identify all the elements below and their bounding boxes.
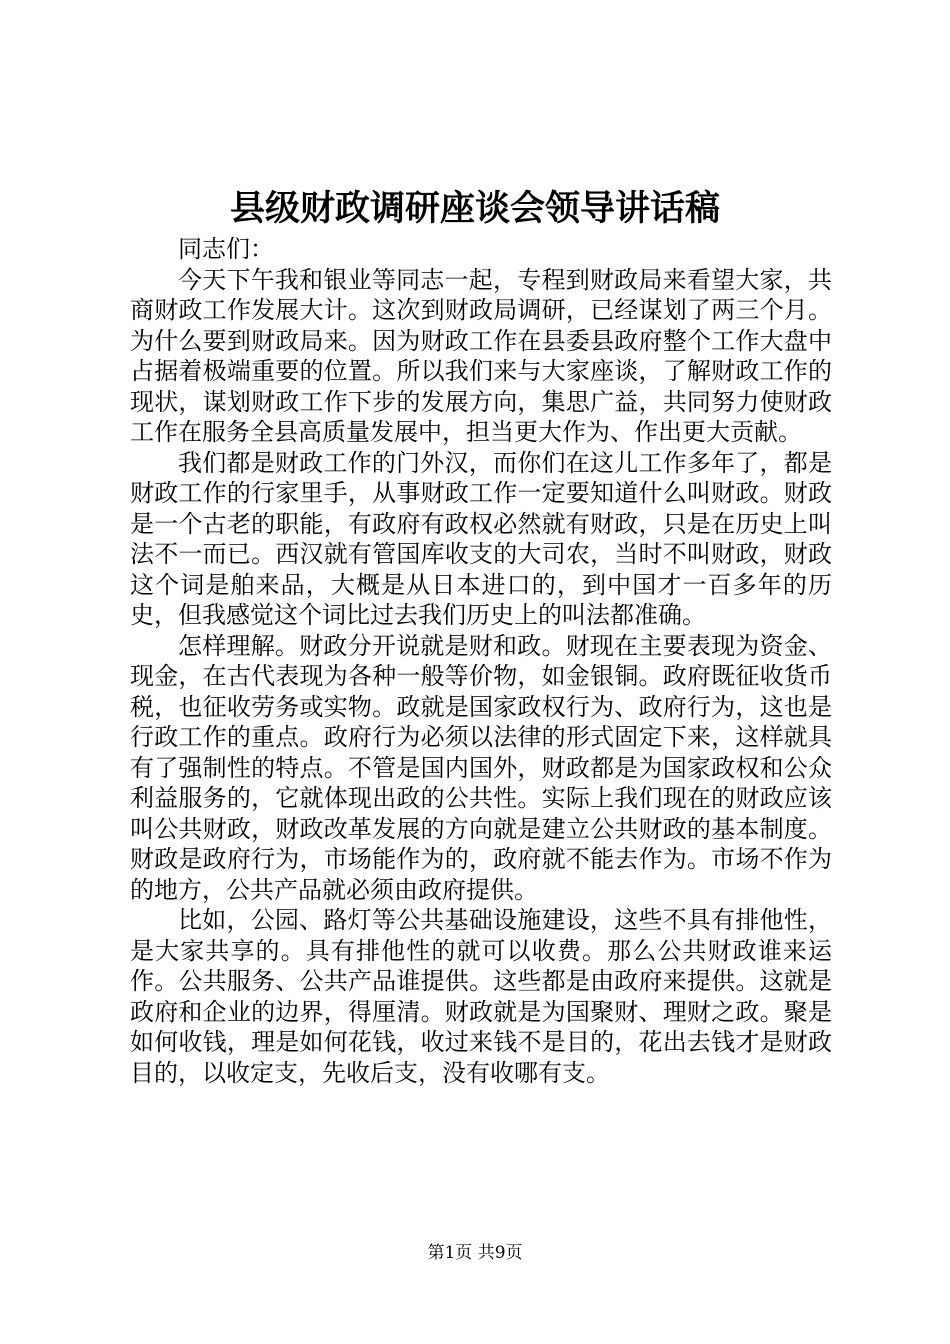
document-title: 县级财政调研座谈会领导讲话稿 xyxy=(229,188,720,229)
body-paragraph-3: 怎样理解。财政分开说就是财和政。财现在主要表现为资金、现金，在古代表现为各种一般等价物，如金银铜。政府既征收货币税，也征收劳务或实物。政就是国家政权行为、政府行为，这也是行政工作的重点。政府行为必须以法律的形式固定下来，这样就具有了强制性的特点。不管是国内国外，财政都是为国家政权和公众利益服务的，它就体现出政的公共性。实际上我们现在的财政应该叫公共财政，财政改革发展的方向就是建立公共财政的基本制度。财政是政府行为，市场能作为的，政府就不能去作为。市场不作为的地方，公共产品就必须由政府提供。 xyxy=(130,631,832,904)
page-number-footer: 第1页 共9页 xyxy=(427,1243,523,1263)
body-paragraph-1: 今天下午我和银业等同志一起，专程到财政局来看望大家，共商财政工作发展大计。这次到财政局调研，已经谋划了两三个月。为什么要到财政局来。因为财政工作在县委县政府整个工作大盘中占据着极端重要的位置。所以我们来与大家座谈，了解财政工作的现状，谋划财政工作下步的发展方向，集思广益，共同努力使财政工作在服务全县高质量发展中，担当更大作为、作出更大贡献。 xyxy=(130,265,832,446)
document-body xyxy=(130,234,832,1088)
body-paragraph-4: 比如，公园、路灯等公共基础设施建设，这些不具有排他性，是大家共享的。具有排他性的就可以收费。那么公共财政谁来运作。公共服务、公共产品谁提供。这些都是由政府来提供。这就是政府和企业的边界，得厘清。财政就是为国聚财、理财之政。聚是如何收钱，理是如何花钱，收过来钱不是目的，花出去钱才是财政目的，以收定支，先收后支，没有收哪有支。 xyxy=(130,906,832,1087)
salutation-paragraph: 同志们： xyxy=(178,235,274,263)
body-paragraph-2: 我们都是财政工作的门外汉，而你们在这儿工作多年了，都是财政工作的行家里手，从事财政工作一定要知道什么叫财政。财政是一个古老的职能，有政府有政权必然就有财政，只是在历史上叫法不一而已。西汉就有管国库收支的大司农，当时不叫财政，财政这个词是舶来品，大概是从日本进口的，到中国才一百多年的历史，但我感觉这个词比过去我们历史上的叫法都准确。 xyxy=(130,448,832,629)
